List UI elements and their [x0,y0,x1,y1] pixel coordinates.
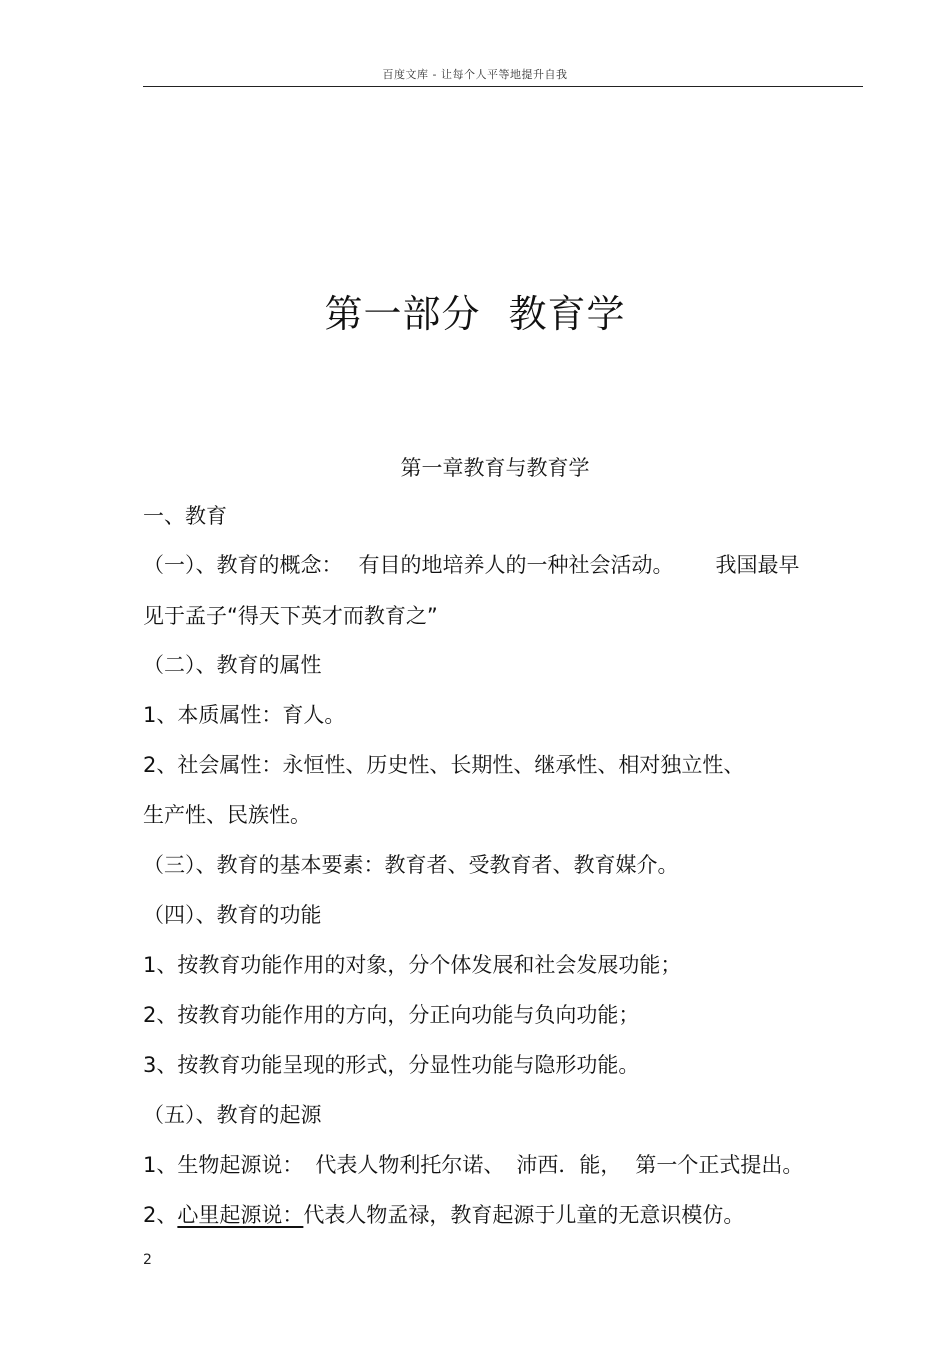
list-item-essential-attribute: 1、本质属性：育人。 [143,703,346,727]
concept-origin-start: 我国最早 [715,553,800,577]
list-item-psychological-origin [143,1200,744,1230]
page-number: 2 [143,1252,152,1268]
list-item-function-object: 1、按教育功能作用的对象，分个体发展和社会发展功能； [143,953,682,977]
concept-definition: 有目的地培养人的一种社会活动。 [358,553,674,577]
concept-label: （一）、教育的概念： [143,553,343,577]
biological-origin-note: 第一个正式提出。 [635,1153,804,1177]
section-heading-education: 一、教育 [143,504,227,528]
paragraph-concept-continued: 见于孟子“得天下英才而教育之” [143,604,438,628]
part-title-label: 第一部分 [324,292,481,336]
psychological-origin-description: 代表人物孟禄，教育起源于儿童的无意识模仿。 [303,1203,745,1227]
list-item-function-form: 3、按教育功能呈现的形式，分显性功能与隐形功能。 [143,1053,640,1077]
page-header: 百度文库 - 让每个人平等地提升自我 [382,68,568,81]
subsection-functions: （四）、教育的功能 [143,903,322,927]
list-item-function-direction: 2、按教育功能作用的方向，分正向功能与负向功能； [143,1003,640,1027]
biological-origin-label: 1、生物起源说： [143,1153,304,1177]
list-item-social-attribute: 2、社会属性：永恒性、历史性、长期性、继承性、相对独立性、 [143,753,745,777]
subsection-basic-elements: （三）、教育的基本要素：教育者、受教育者、教育媒介。 [143,853,679,877]
paragraph-concept [143,550,800,580]
chapter-title: 第一章教育与教育学 [400,456,590,480]
part-title-subject: 教育学 [508,292,626,336]
subsection-origin: （五）、教育的起源 [143,1103,322,1127]
list-item-biological-origin [143,1150,803,1180]
list-item-social-attribute-continued: 生产性、民族性。 [143,803,311,827]
psychological-origin-number: 2、 [143,1203,178,1227]
biological-origin-nunn: 沛西．能， [516,1153,622,1177]
part-title [0,283,950,338]
psychological-origin-label: 心里起源说： [177,1203,304,1227]
header-divider [143,86,863,87]
subsection-attributes: （二）、教育的属性 [143,653,322,677]
biological-origin-figures: 代表人物利托尔诺、 [315,1153,505,1177]
